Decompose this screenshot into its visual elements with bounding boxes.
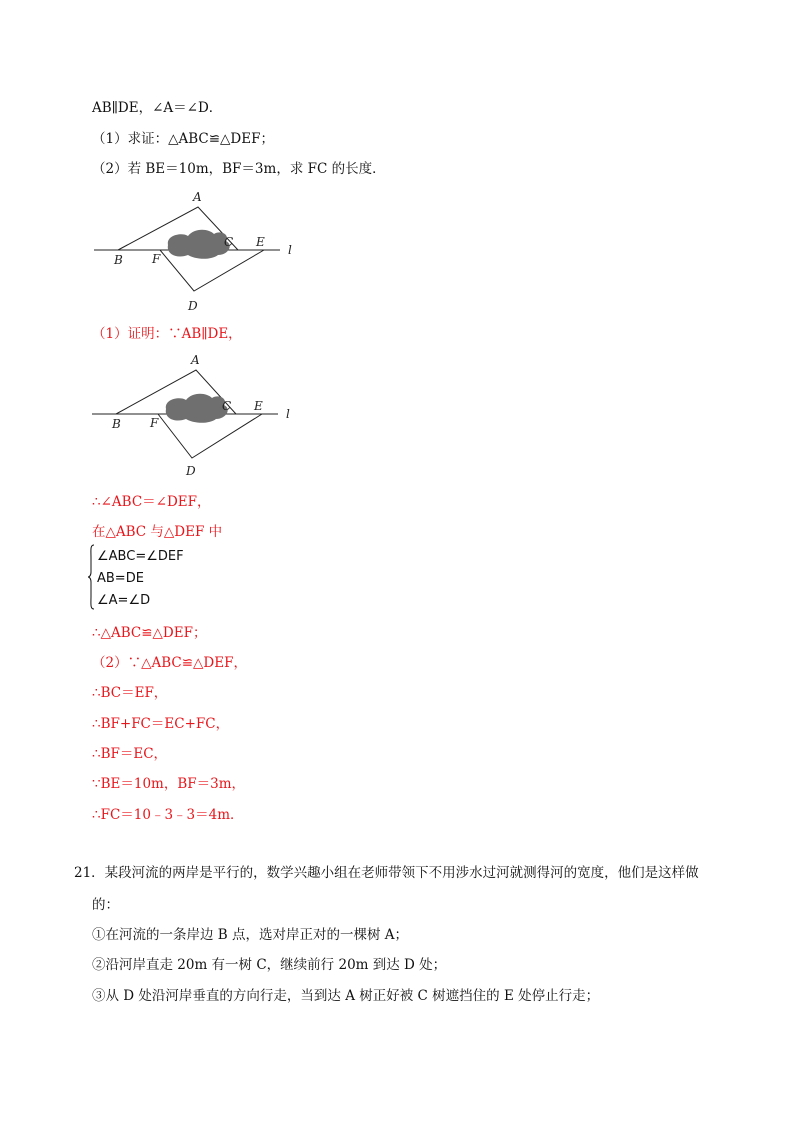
label-b: B xyxy=(112,417,121,431)
label-l: l xyxy=(288,243,292,257)
label-a: A xyxy=(191,353,200,367)
problem-21-step-3: ③从 D 处沿河岸垂直的方向行走，当到达 A 树正好被 C 树遮挡住的 E 处停止行走； xyxy=(92,988,600,1004)
question-2: （2）若 BE＝10m，BF＝3m，求 FC 的长度． xyxy=(92,161,386,177)
label-d: D xyxy=(186,464,196,478)
solution-1: （1）证明：∵AB∥DE， xyxy=(92,326,242,342)
system-eq-1: ∠ABC=∠DEF xyxy=(97,549,184,564)
question-1: （1）求证：△ABC≌△DEF； xyxy=(92,131,274,147)
solution-5: （2）∵△ABC≌△DEF， xyxy=(92,655,247,671)
solution-10: ∴FC＝10﹣3﹣3＝4m． xyxy=(92,807,244,823)
obstacle-blob xyxy=(168,230,230,259)
label-e: E xyxy=(254,399,263,413)
label-l: l xyxy=(286,407,290,421)
system-eq-2: AB=DE xyxy=(97,571,144,586)
triangle-figure-2 xyxy=(88,352,303,482)
triangle-figure-1 xyxy=(90,185,305,315)
label-f: F xyxy=(150,416,159,430)
label-f: F xyxy=(152,252,161,266)
solution-7: ∴BF+FC＝EC+FC， xyxy=(92,716,230,732)
solution-3: 在△ABC 与△DEF 中 xyxy=(92,524,223,540)
solution-2: ∴∠ABC＝∠DEF， xyxy=(92,494,211,510)
label-e: E xyxy=(256,235,265,249)
solution-6: ∴BC＝EF， xyxy=(92,685,168,701)
label-d: D xyxy=(188,299,198,313)
given-text: AB∥DE，∠A＝∠D． xyxy=(92,100,223,116)
problem-21-step-2: ②沿河岸直走 20m 有一树 C，继续前行 20m 到达 D 处； xyxy=(92,957,447,973)
system-brace xyxy=(88,544,94,610)
label-a: A xyxy=(193,190,202,204)
solution-8: ∴BF＝EC， xyxy=(92,746,168,762)
obstacle-blob xyxy=(166,394,228,423)
label-c: C xyxy=(222,399,232,413)
problem-21-line-1: 21．某段河流的两岸是平行的，数学兴趣小组在老师带领下不用涉水过河就测得河的宽度，他们是这样做 xyxy=(74,865,699,881)
solution-9: ∵BE＝10m，BF＝3m， xyxy=(92,776,246,792)
label-b: B xyxy=(114,253,123,267)
system-eq-3: ∠A=∠D xyxy=(97,593,151,608)
problem-21-line-2: 的： xyxy=(92,897,119,913)
problem-21-step-1: ①在河流的一条岸边 B 点，选对岸正对的一棵树 A； xyxy=(92,927,409,943)
label-c: C xyxy=(224,235,234,249)
solution-4: ∴△ABC≌△DEF； xyxy=(92,625,207,641)
